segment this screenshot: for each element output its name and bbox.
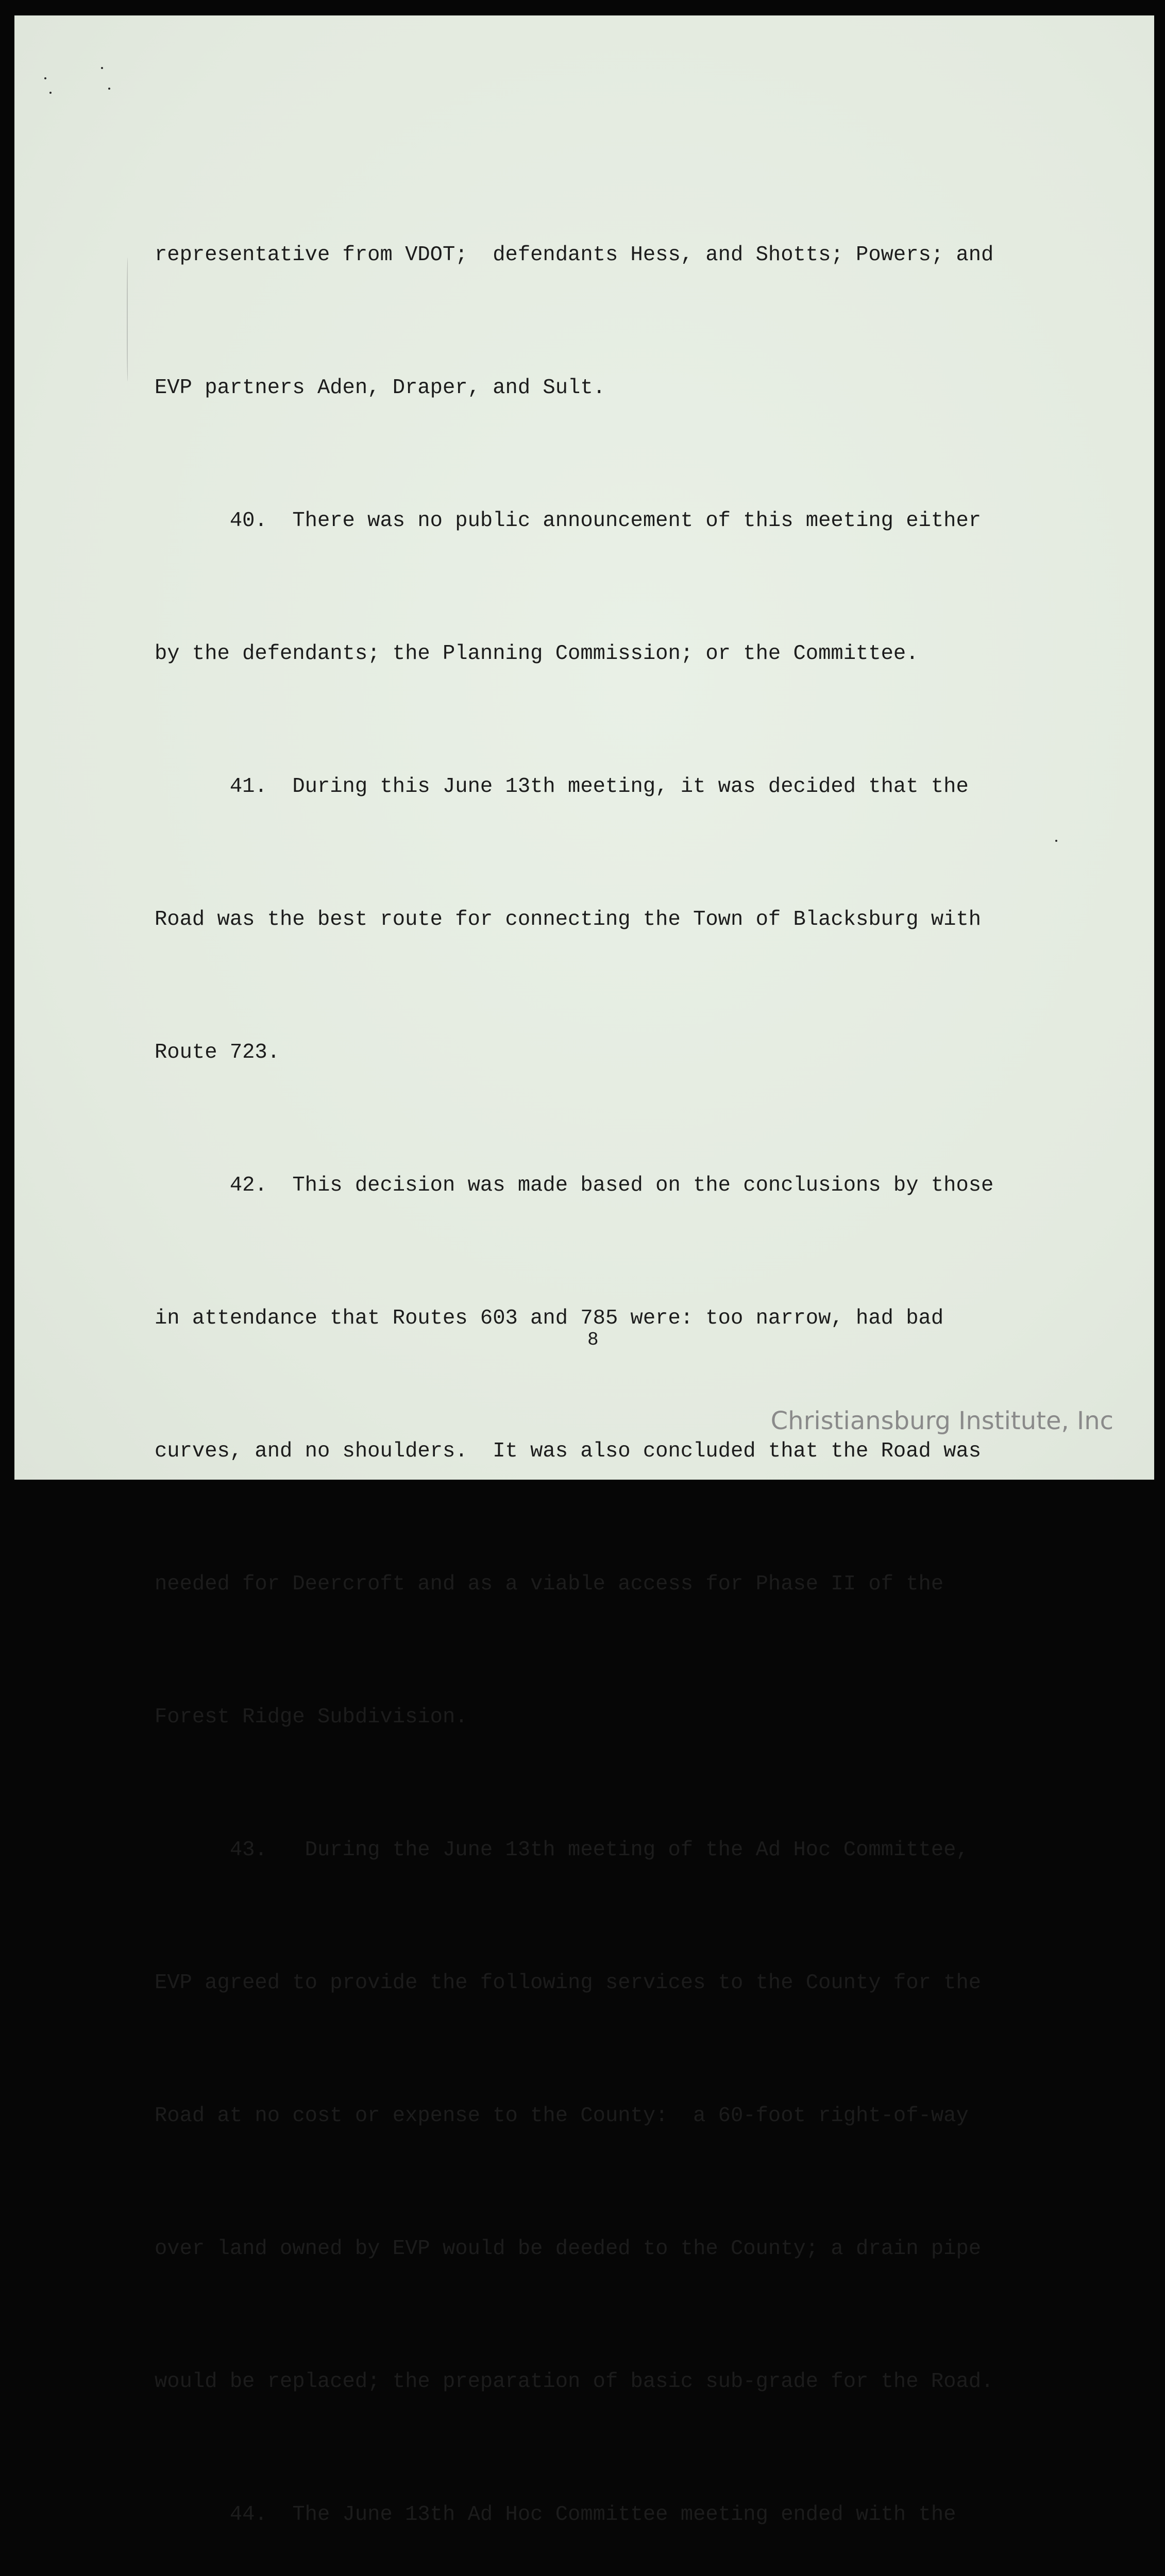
text-line: EVP partners Aden, Draper, and Sult. [155, 376, 605, 400]
text-line: over land owned by EVP would be deeded to the County; a drain pipe [155, 2237, 982, 2261]
text-line: 40. There was no public announcement of this meeting either [155, 509, 982, 533]
text-line: curves, and no shoulders. It was also concluded that the Road was [155, 1439, 982, 1463]
text-line: in attendance that Routes 603 and 785 were: too narrow, had bad [155, 1307, 944, 1330]
page-speck [1055, 840, 1057, 842]
text-line: EVP agreed to provide the following services to the County for the [155, 1971, 982, 1995]
page-speck [101, 67, 103, 69]
document-page [14, 15, 1154, 2527]
text-line: needed for Deercroft and as a viable access for Phase II of the [155, 1572, 944, 1596]
margin-pencil-mark [127, 258, 129, 381]
text-line: 42. This decision was made based on the conclusions by those [155, 1174, 994, 1197]
text-line: Road was the best route for connecting the Town of Blacksburg with [155, 908, 982, 931]
text-line: Route 723. [155, 1041, 280, 1064]
text-line: by the defendants; the Planning Commission; or the Committee. [155, 642, 919, 666]
page-speck [44, 77, 46, 79]
text-line: 44. The June 13th Ad Hoc Committee meeting ended with the [155, 2503, 956, 2527]
text-line: 43. During the June 13th meeting of the Ad Hoc Committee, [155, 1838, 969, 1862]
watermark-text: Christiansburg Institute, Inc [770, 1406, 1113, 1435]
text-line: Road at no cost or expense to the County: a 60-foot right-of-way [155, 2104, 969, 2128]
text-line: representative from VDOT; defendants Hess, and Shotts; Powers; and [155, 243, 994, 267]
page-number: 8 [587, 1329, 599, 1350]
text-line: Forest Ridge Subdivision. [155, 1705, 468, 1729]
page-speck [108, 88, 110, 90]
page-speck [49, 92, 52, 94]
document-body [155, 144, 1051, 2576]
text-line: 41. During this June 13th meeting, it was decided that the [155, 775, 969, 799]
text-line: would be replaced; the preparation of basic sub-grade for the Road. [155, 2370, 994, 2394]
